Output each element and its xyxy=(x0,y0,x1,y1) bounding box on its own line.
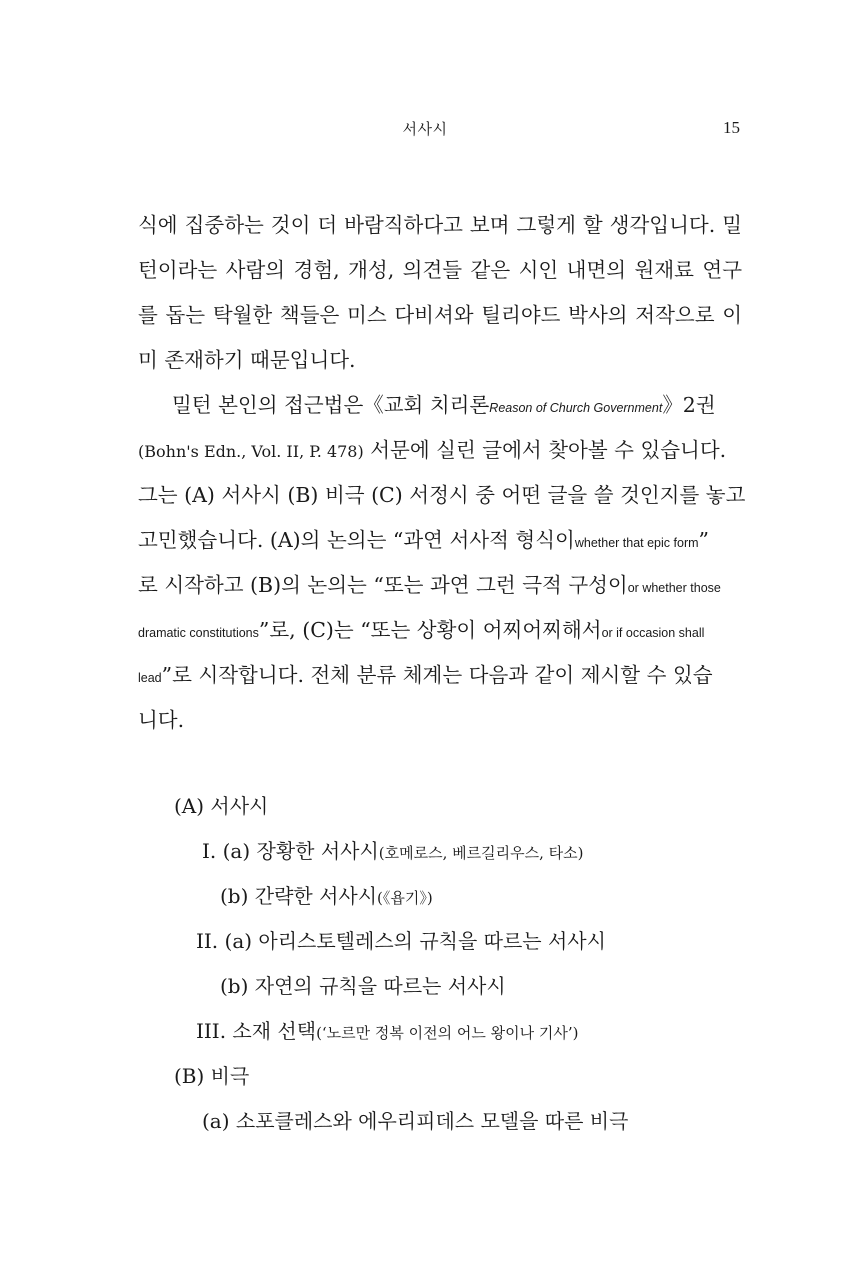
text-run: 서문에 실린 글에서 찾아볼 수 있습니다. xyxy=(363,438,727,462)
text-line: 턴이라는 사람의 경험, 개성, 의견들 같은 시인 내면의 원재료 연구 xyxy=(138,258,742,282)
outline-note: (호메로스, 베르길리우스, 타소) xyxy=(378,844,584,862)
classification-outline xyxy=(138,784,758,1144)
outline-text: III. 소재 선택 xyxy=(196,1019,317,1043)
text-line: 니다. xyxy=(138,708,185,732)
running-header: 서사시 xyxy=(402,120,448,138)
outline-item: (A) 서사시 xyxy=(174,794,269,818)
text-line: 식에 집중하는 것이 더 바람직하다고 보며 그렇게 할 생각입니다. 밀 xyxy=(138,213,742,237)
outline-item: (b) 자연의 규칙을 따르는 서사시 xyxy=(220,974,506,998)
english-gloss: dramatic constitutions xyxy=(138,626,259,640)
text-run: ”로, (C)는 “또는 상황이 어찌어찌해서 xyxy=(258,618,602,642)
text-line xyxy=(138,383,742,428)
text-line xyxy=(138,653,742,698)
citation: (Bohn's Edn., Vol. II, P. 478) xyxy=(138,442,364,461)
outline-text: I. (a) 장황한 서사시 xyxy=(202,839,379,863)
outline-item: II. (a) 아리스토텔레스의 규칙을 따르는 서사시 xyxy=(196,929,606,953)
text-line: 그는 (A) 서사시 (B) 비극 (C) 서정시 중 어떤 글을 쓸 것인지를 놓고 xyxy=(138,483,746,507)
text-run: ”로 시작합니다. 전체 분류 체계는 다음과 같이 제시할 수 있습 xyxy=(161,663,713,687)
text-run: 고민했습니다. (A)의 논의는 “과연 서사적 형식이 xyxy=(138,528,575,552)
english-gloss: Reason of Church Government xyxy=(489,401,663,415)
english-gloss: whether that epic form xyxy=(574,536,699,550)
outline-item xyxy=(138,829,758,874)
body-text xyxy=(138,203,746,743)
text-line xyxy=(138,608,742,653)
text-line xyxy=(138,428,742,473)
english-gloss: or if occasion shall xyxy=(601,626,705,640)
text-run: 로 시작하고 (B)의 논의는 “또는 과연 그런 극적 구성이 xyxy=(138,573,628,597)
english-gloss: or whether those xyxy=(627,581,721,595)
page-number: 15 xyxy=(723,118,740,137)
text-run: 밀턴 본인의 접근법은《교회 치리론 xyxy=(172,393,490,417)
text-line: 미 존재하기 때문입니다. xyxy=(138,348,356,372)
outline-note: (《욥기》) xyxy=(377,889,433,907)
outline-note: (‘노르만 정복 이전의 어느 왕이나 기사’) xyxy=(316,1024,579,1042)
outline-item xyxy=(138,874,758,919)
outline-text: (b) 간략한 서사시 xyxy=(220,884,378,908)
outline-item xyxy=(138,1009,758,1054)
text-line xyxy=(138,518,742,563)
outline-item: (B) 비극 xyxy=(174,1064,250,1088)
text-line: 를 돕는 탁월한 책들은 미스 다비셔와 틸리야드 박사의 저작으로 이 xyxy=(138,303,742,327)
text-run: ” xyxy=(698,528,709,552)
outline-item: (a) 소포클레스와 에우리피데스 모델을 따른 비극 xyxy=(202,1109,629,1133)
english-gloss: lead xyxy=(138,671,162,685)
text-run: 》2권 xyxy=(662,393,716,417)
text-line xyxy=(138,563,742,608)
